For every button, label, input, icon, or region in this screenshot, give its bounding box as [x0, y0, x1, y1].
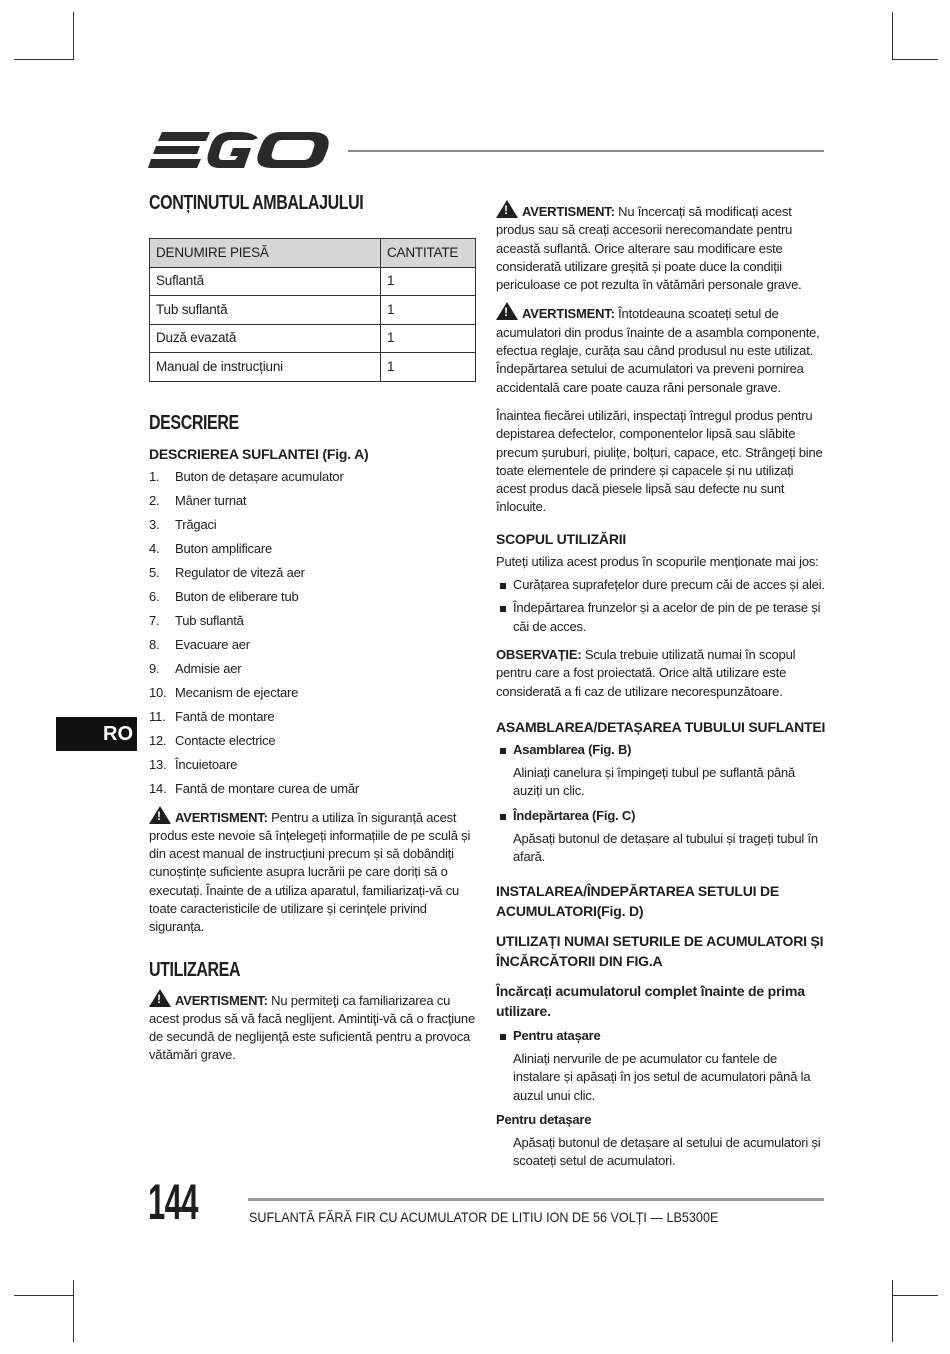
warning-paragraph: !AVERTISMENT: Întotdeauna scoateți setul de acumulatori din produs înainte de a asambla componente, efectua reglaje, curăța sau când produsul nu este utilizat. Îndepărtarea setului de acumulatori va preveni pornirea accidentală care poate cauza răni personale grave.	[496, 302, 826, 396]
table-cell: Duză evazată	[150, 324, 381, 353]
list-item: 9. Admisie aer	[149, 661, 242, 677]
list-item: 13. Încuietoare	[149, 757, 238, 773]
language-tab: RO	[56, 717, 137, 751]
removal-list	[496, 807, 826, 825]
list-item: Asamblarea (Fig. B)	[496, 741, 826, 759]
inspection-paragraph: Înaintea fiecărei utilizări, inspectați întregul produs pentru depistarea defectelor, componentelor lipsă sau slăbite precum șuruburi, piulițe, bolțuri, capace, etc. Strângeți bine toate elementele de prindere și capacele și nu utilizați acest produs dacă piesele lipsă sau defecte nu sunt înlocuite.	[496, 407, 823, 515]
assembly-text: Aliniați canelura și împingeți tubul pe suflantă până auziți un clic.	[513, 765, 796, 799]
crop-mark	[73, 12, 74, 60]
crop-mark	[14, 1295, 74, 1296]
crop-mark	[14, 59, 74, 60]
crop-mark	[892, 12, 893, 60]
warning-icon	[496, 302, 518, 320]
table-cell: 1	[381, 324, 476, 353]
package-contents-title: CONȚINUTUL AMBALAJULUI	[149, 192, 364, 214]
package-table	[149, 238, 476, 382]
scope-title: SCOPUL UTILIZĂRII	[496, 530, 627, 547]
note-paragraph: OBSERVAȚIE: Scula trebuie utilizată numai în scopul pentru care a fost proiectată. Orice altă utilizare este considerată a fi caz de utilizare necorespunzătoare.	[496, 646, 796, 699]
attach-text: Aliniați nervurile de pe acumulator cu fantele de instalare și apăsați în jos setul de acumulatori până la auzul unui clic.	[513, 1050, 811, 1103]
list-item: Îndepărtarea (Fig. C)	[496, 807, 826, 825]
page-number: 144	[148, 1174, 198, 1230]
list-item: 6. Buton de eliberare tub	[149, 589, 299, 605]
usage-title: UTILIZAREA	[149, 958, 241, 981]
list-item: 1. Buton de detașare acumulator	[149, 469, 344, 485]
table-cell: Suflantă	[150, 267, 381, 296]
table-row	[150, 296, 476, 325]
table-header-cell: DENUMIRE PIESĂ	[150, 239, 381, 268]
warning-paragraph: !AVERTISMENT: Nu permiteţi ca familiarizarea cu acest produs să vă facă neglijent. Amintiţi-vă că o fracţiune de secundă de neglijenţă este suficientă pentru a provoca vătămări grave.	[149, 989, 479, 1065]
detach-text: Apăsați butonul de detașare al setului de acumulatori și scoateți setul de acumulatori.	[513, 1135, 821, 1169]
warning-paragraph: !AVERTISMENT: Pentru a utiliza în siguranță acest produs este nevoie să înțelegeți informațiile de pe sculă și din acest manual de instrucțiuni precum și să dobândiți cunoștințe suficiente asupra lucrării pe care doriți să o executați. Înainte de a utiliza aparatul, familiarizați-vă cu toate caracteristicile de utilizare și cerințele privind siguranța.	[149, 806, 479, 937]
table-cell: Tub suflantă	[150, 296, 381, 325]
table-cell: 1	[381, 353, 476, 382]
install-title: INSTALAREA/ÎNDEPĂRTAREA SETULUI DE ACUMULATORI(Fig. D)	[496, 882, 780, 919]
table-row	[150, 324, 476, 353]
table-header-cell: CANTITATE	[381, 239, 476, 268]
warning-icon	[496, 200, 518, 218]
ego-logo	[148, 128, 333, 174]
list-item: 12. Contacte electrice	[149, 733, 276, 749]
list-item: Îndepărtarea frunzelor și a acelor de pin de pe terase și căi de acces.	[496, 599, 826, 636]
warning-icon	[149, 806, 171, 824]
list-item: 3. Trăgaci	[149, 517, 217, 533]
crop-mark	[892, 1295, 938, 1296]
list-item: 5. Regulator de viteză aer	[149, 565, 305, 581]
list-item: 10. Mecanism de ejectare	[149, 685, 299, 701]
scope-intro: Puteți utiliza acest produs în scopurile menționate mai jos:	[496, 553, 819, 569]
detach-label: Pentru detașare	[496, 1111, 592, 1127]
header-rule	[348, 150, 824, 152]
warning-paragraph: !AVERTISMENT: Nu încercați să modificați acest produs sau să creați accesorii nerecomandate pentru această suflantă. Orice alterare sau modificare este considerată utilizare greșită și poate duce la condiții periculoase ce pot rezulta în vătămări personale grave.	[496, 200, 826, 294]
left-column	[149, 190, 479, 1065]
list-item: 2. Mâner turnat	[149, 493, 247, 509]
footer-title: SUFLANTĂ FĂRĂ FIR CU ACUMULATOR DE LITIU ION DE 56 VOLȚI — LB5300E	[249, 1209, 719, 1225]
warning-icon	[149, 989, 171, 1007]
only-batteries-title: UTILIZAȚI NUMAI SETURILE DE ACUMULATORI ȘI ÎNCĂRCĂTORII DIN FIG.A	[496, 932, 824, 969]
assembly-title: ASAMBLAREA/DETAȘAREA TUBULUI SUFLANTEI	[496, 718, 826, 735]
table-cell: 1	[381, 267, 476, 296]
list-item: 4. Buton amplificare	[149, 541, 273, 557]
right-column	[496, 200, 826, 1171]
list-item: 14. Fantă de montare curea de umăr	[149, 781, 360, 797]
table-cell: Manual de instrucțiuni	[150, 353, 381, 382]
charge-note: Încărcați acumulatorul complet înainte de prima utilizare.	[496, 982, 805, 1019]
crop-mark	[892, 1280, 893, 1342]
crop-mark	[73, 1280, 74, 1342]
parts-list	[149, 466, 479, 802]
scope-list	[496, 576, 826, 636]
assembly-list	[496, 741, 826, 759]
blower-description-subtitle: DESCRIEREA SUFLANTEI (Fig. A)	[149, 445, 369, 462]
list-item: Pentru atașare	[496, 1027, 826, 1045]
table-cell: 1	[381, 296, 476, 325]
list-item: 8. Evacuare aer	[149, 637, 250, 653]
list-item: Curățarea suprafețelor dure precum căi de acces și alei.	[496, 576, 826, 594]
attach-list	[496, 1027, 826, 1045]
table-header-row	[150, 239, 476, 268]
crop-mark	[892, 59, 938, 60]
footer-rule	[248, 1198, 824, 1201]
table-row	[150, 353, 476, 382]
list-item: 11. Fantă de montare	[149, 709, 275, 725]
table-row	[150, 267, 476, 296]
description-title: DESCRIERE	[149, 411, 239, 434]
list-item: 7. Tub suflantă	[149, 613, 244, 629]
removal-text: Apăsați butonul de detașare al tubului și trageți tubul în afară.	[513, 831, 818, 865]
